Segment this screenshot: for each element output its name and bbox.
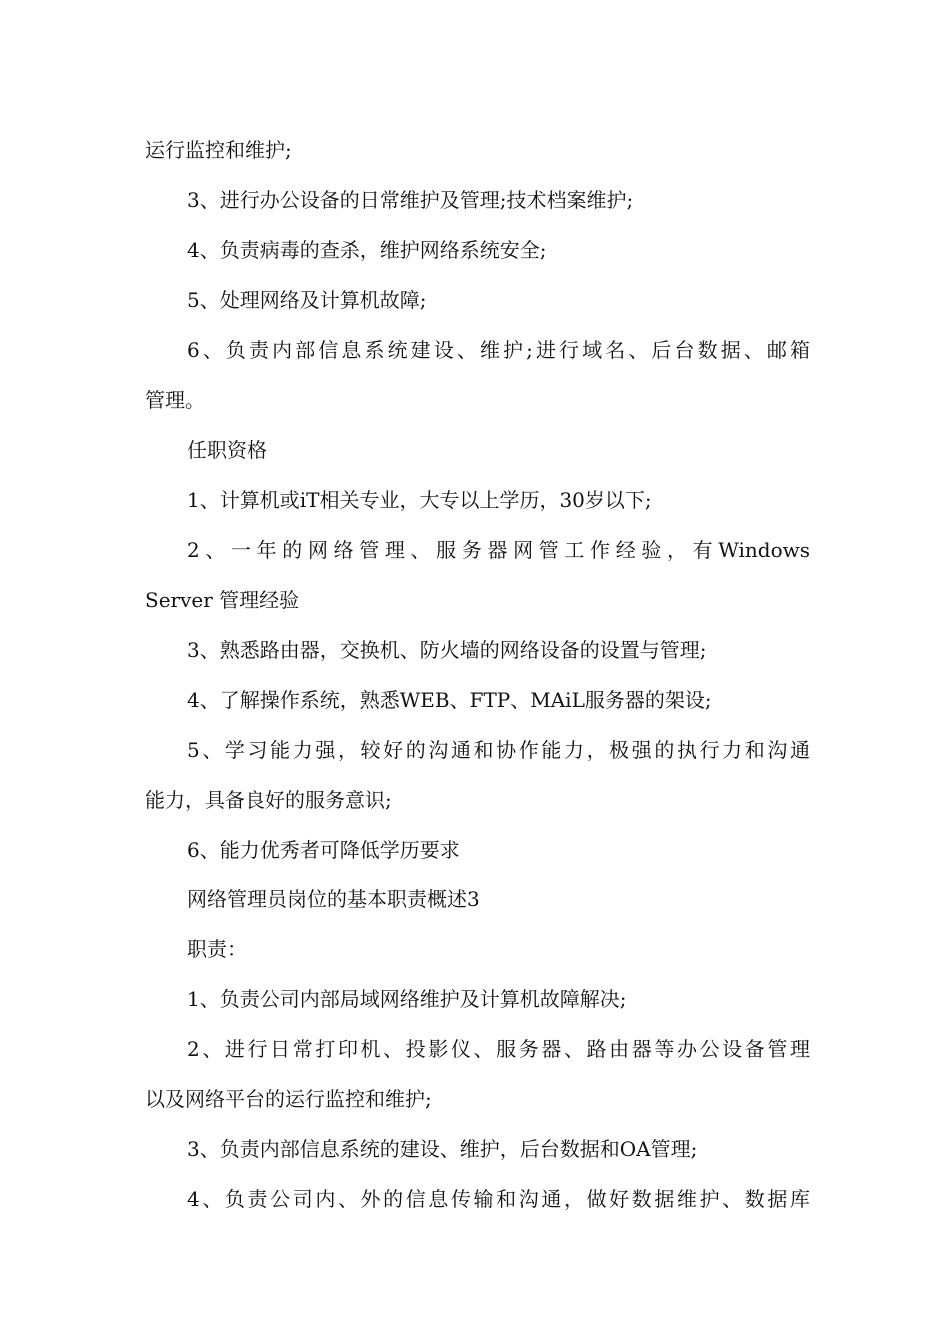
section-heading: 任职资格 (187, 438, 267, 462)
text-line: 运行监控和维护; (145, 138, 292, 162)
text-line: 1、负责公司内部局域网络维护及计算机故障解决; (187, 987, 627, 1011)
text-line: 能力，具备良好的服务意识; (145, 788, 392, 812)
text-line: 6、负责内部信息系统建设、维护;进行域名、后台数据、邮箱 (187, 338, 810, 362)
text-line: 3、熟悉路由器，交换机、防火墙的网络设备的设置与管理; (187, 638, 707, 662)
section-heading: 职责： (187, 937, 247, 961)
text-line: 管理。 (145, 388, 205, 412)
section-heading: 网络管理员岗位的基本职责概述3 (187, 887, 480, 911)
text-line: 3、负责内部信息系统的建设、维护，后台数据和OA管理; (187, 1137, 698, 1161)
text-line: 以及网络平台的运行监控和维护; (145, 1087, 432, 1111)
text-line: 4、负责公司内、外的信息传输和沟通，做好数据维护、数据库 (187, 1187, 810, 1211)
text-line: Server 管理经验 (145, 588, 300, 612)
text-line: 2、进行日常打印机、投影仪、服务器、路由器等办公设备管理 (187, 1037, 810, 1061)
text-line: 4、负责病毒的查杀，维护网络系统安全; (187, 238, 547, 262)
text-line: 5、处理网络及计算机故障; (187, 288, 427, 312)
text-line: 3、进行办公设备的日常维护及管理;技术档案维护; (187, 188, 634, 212)
text-line: 5、学习能力强，较好的沟通和协作能力，极强的执行力和沟通 (187, 738, 810, 762)
text-line: 4、了解操作系统，熟悉WEB、FTP、MAiL服务器的架设; (187, 688, 712, 712)
text-line: 1、计算机或iT相关专业，大专以上学历，30岁以下; (187, 488, 652, 512)
text-line: 2、一年的网络管理、服务器网管工作经验，有Windows (187, 538, 810, 562)
text-line: 6、能力优秀者可降低学历要求 (187, 838, 460, 862)
